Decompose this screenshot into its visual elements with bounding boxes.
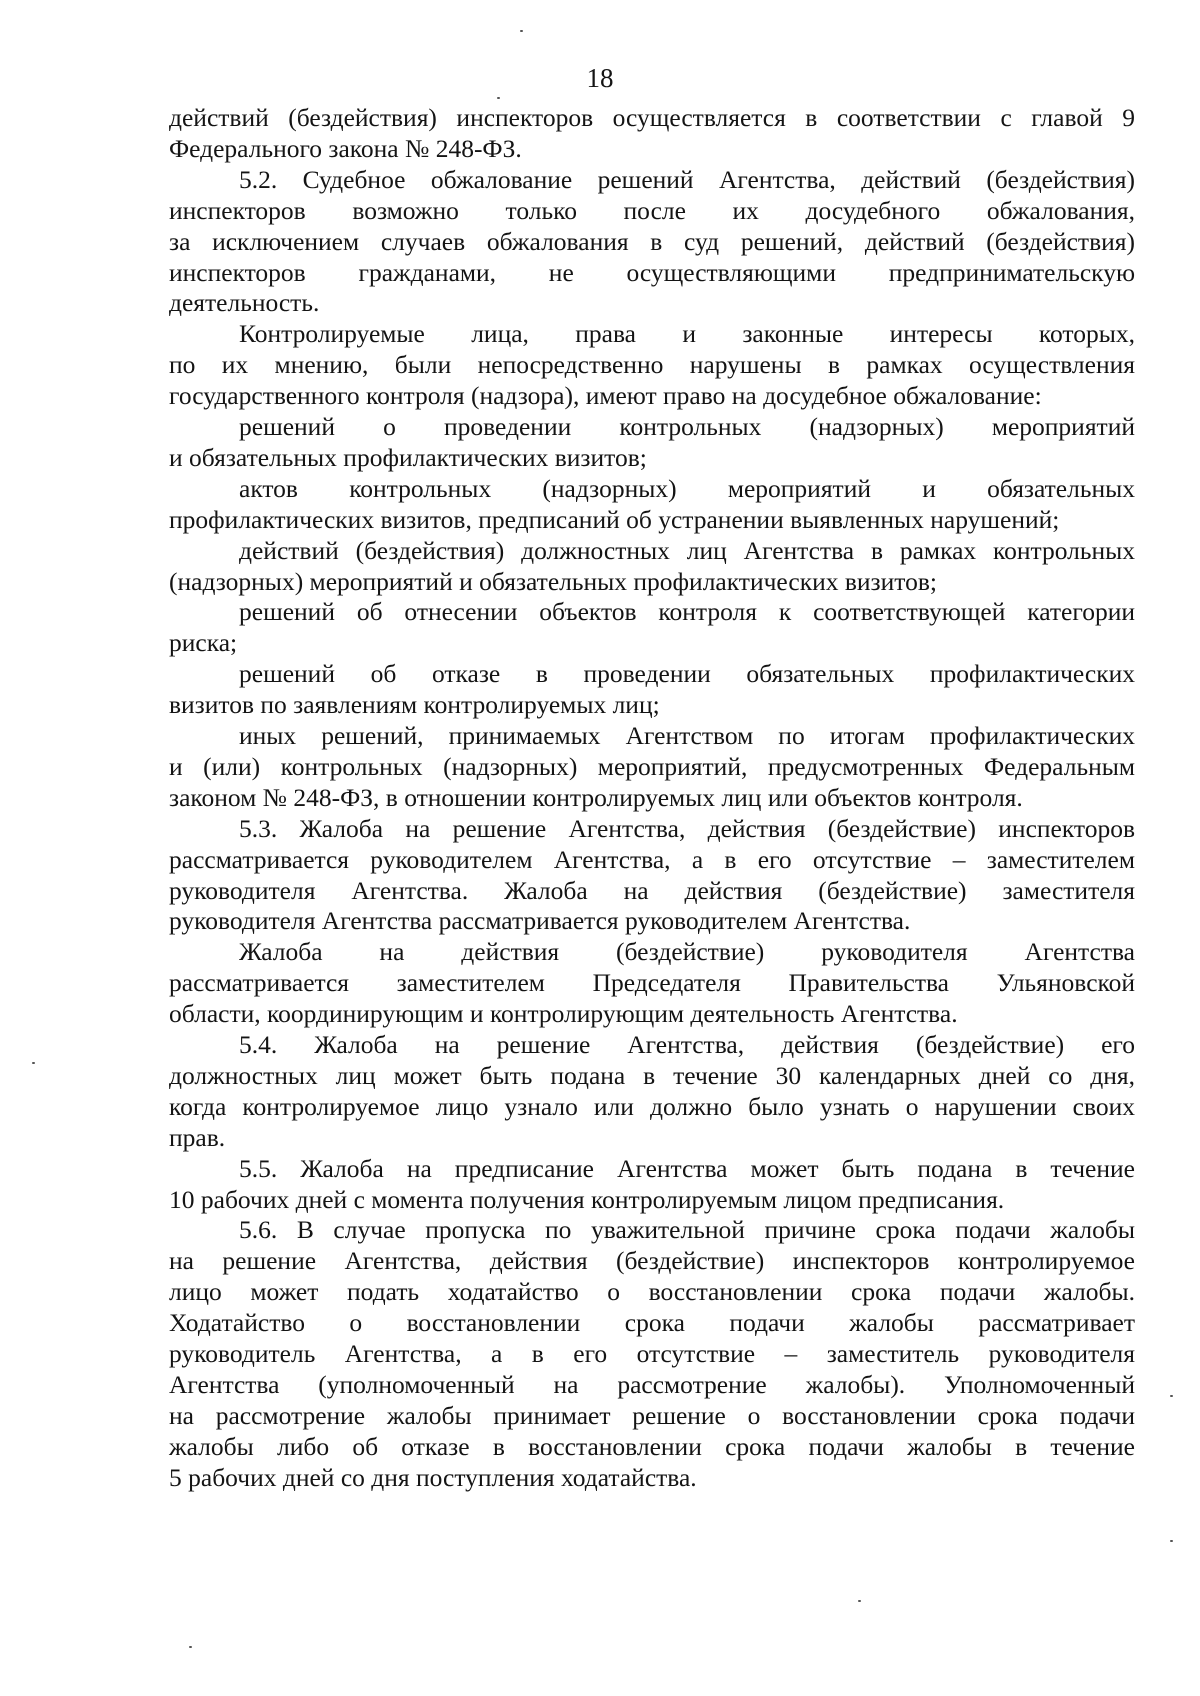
text-line: (надзорных) мероприятий и обязательных профилактических визитов;	[169, 566, 937, 596]
text-line: Контролируемые лица, права и законные интересы которых,	[239, 319, 1135, 349]
text-line: визитов по заявлениям контролируемых лиц;	[169, 690, 660, 720]
text-line: рассматривается заместителем Председателя Правительства Ульяновской	[169, 968, 1135, 998]
text-line: 10 рабочих дней с момента получения контролируемым лицом предписания.	[169, 1184, 1005, 1214]
text-line: Федерального закона № 248-ФЗ.	[169, 133, 522, 163]
text-line: и (или) контрольных (надзорных) мероприятий, предусмотренных Федеральным	[169, 751, 1135, 781]
text-line: области, координирующим и контролирующим деятельность Агентства.	[169, 999, 958, 1029]
scan-speck	[1170, 1395, 1173, 1397]
text-line: руководителя Агентства. Жалоба на действия (бездействие) заместителя	[169, 875, 1135, 905]
text-line: действий (бездействия) инспекторов осуществляется в соответствии с главой 9	[169, 103, 1135, 132]
text-line: 5.4. Жалоба на решение Агентства, действия (бездействие) его	[239, 1030, 1135, 1059]
text-line: и обязательных профилактических визитов;	[169, 442, 647, 472]
text-line: риска;	[169, 628, 238, 658]
text-line: Ходатайство о восстановлении срока подачи жалобы рассматривает	[169, 1308, 1135, 1338]
text-line: руководитель Агентства, а в его отсутствие – заместитель руководителя	[169, 1339, 1135, 1368]
text-line: 5.2. Судебное обжалование решений Агентства, действий (бездействия)	[239, 164, 1135, 194]
scan-speck	[858, 1600, 861, 1602]
text-line: деятельность.	[169, 288, 320, 318]
text-line: инспекторов гражданами, не осуществляющими предпринимательскую	[169, 257, 1135, 287]
text-line: на рассмотрение жалобы принимает решение о восстановлении срока подачи	[169, 1400, 1135, 1430]
text-line: действий (бездействия) должностных лиц Агентства в рамках контрольных	[239, 535, 1135, 565]
scan-speck	[1170, 1540, 1173, 1542]
text-line: когда контролируемое лицо узнало или должно было узнать о нарушении своих	[169, 1091, 1135, 1121]
text-line: 5.3. Жалоба на решение Агентства, действия (бездействие) инспекторов	[239, 813, 1135, 843]
text-line: жалобы либо об отказе в восстановлении срока подачи жалобы в течение	[169, 1431, 1135, 1461]
text-line: законом № 248-ФЗ, в отношении контролируемых лиц или объектов контроля.	[169, 782, 1023, 812]
text-line: прав.	[169, 1122, 226, 1152]
scan-speck	[32, 1062, 35, 1064]
text-line: актов контрольных (надзорных) мероприятий и обязательных	[239, 473, 1135, 503]
text-line: рассматривается руководителем Агентства, а в его отсутствие – заместителем	[169, 844, 1135, 874]
scan-speck	[189, 1646, 192, 1648]
text-line: на решение Агентства, действия (бездействие) инспекторов контролируемое	[169, 1246, 1135, 1276]
text-line: по их мнению, были непосредственно нарушены в рамках осуществления	[169, 350, 1135, 380]
text-line: решений об отнесении объектов контроля к соответствующей категории	[239, 597, 1135, 627]
text-line: государственного контроля (надзора), имеют право на досудебное обжалование:	[169, 381, 1042, 411]
text-line: руководителя Агентства рассматривается руководителем Агентства.	[169, 906, 911, 936]
text-line: Агентства (уполномоченный на рассмотрение жалобы). Уполномоченный	[169, 1369, 1135, 1399]
text-line: решений об отказе в проведении обязательных профилактических	[239, 659, 1135, 689]
text-line: инспекторов возможно только после их досудебного обжалования,	[169, 195, 1135, 225]
text-line: решений о проведении контрольных (надзорных) мероприятий	[239, 412, 1135, 441]
text-line: профилактических визитов, предписаний об устранении выявленных нарушений;	[169, 504, 1060, 534]
text-line: иных решений, принимаемых Агентством по итогам профилактических	[239, 721, 1135, 750]
text-line: должностных лиц может быть подана в течение 30 календарных дней со дня,	[169, 1060, 1135, 1090]
scan-speck	[497, 97, 500, 99]
text-line: Жалоба на действия (бездействие) руководителя Агентства	[239, 937, 1135, 967]
text-line: за исключением случаев обжалования в суд решений, действий (бездействия)	[169, 226, 1135, 256]
text-line: 5.6. В случае пропуска по уважительной причине срока подачи жалобы	[239, 1215, 1135, 1245]
page-number: 18	[586, 63, 614, 93]
text-line: лицо может подать ходатайство о восстановлении срока подачи жалобы.	[169, 1277, 1135, 1307]
scan-speck	[520, 30, 523, 32]
text-line: 5 рабочих дней со дня поступления ходатайства.	[169, 1462, 697, 1492]
text-line: 5.5. Жалоба на предписание Агентства может быть подана в течение	[239, 1153, 1135, 1183]
